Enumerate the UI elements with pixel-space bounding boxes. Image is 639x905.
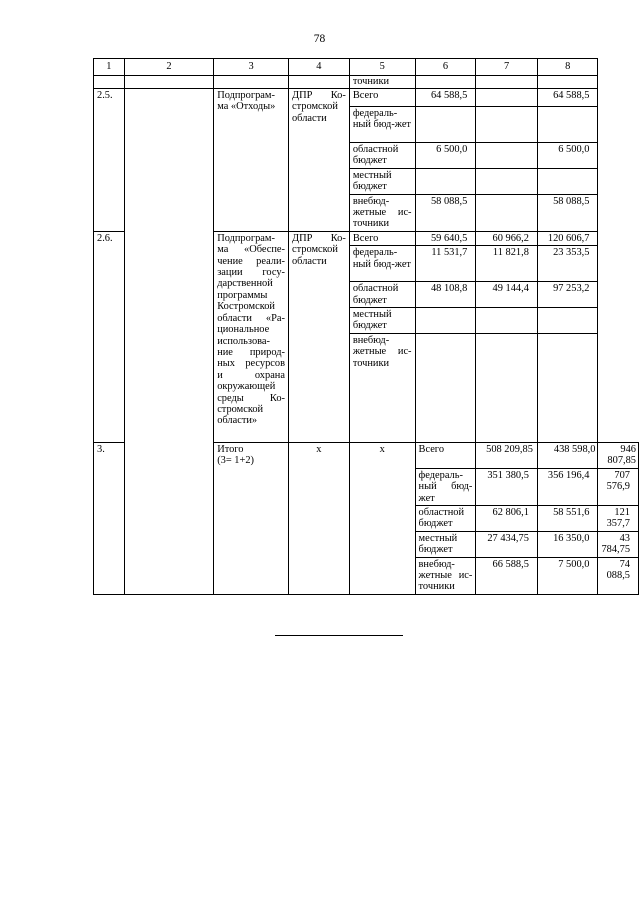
header-cell: 5 xyxy=(349,59,415,76)
x-mark: х xyxy=(349,442,415,594)
value-cell xyxy=(476,89,538,107)
value-cell: 97 253,2 xyxy=(537,282,598,308)
header-cell: 3 xyxy=(214,59,289,76)
value-cell: 23 353,5 xyxy=(537,246,598,282)
value-cell: 66 588,5 xyxy=(476,557,538,594)
source-cell: Всего xyxy=(349,231,415,245)
value-cell: 60 966,2 xyxy=(476,231,538,245)
value-cell: 121 357,7 xyxy=(598,505,639,531)
value-cell: 707 576,9 xyxy=(598,468,639,505)
source-cell: Всего xyxy=(415,442,476,468)
value-cell: 946 807,85 xyxy=(598,442,639,468)
executor: ДПР Ко-стромской области xyxy=(288,89,349,232)
header-cell: 1 xyxy=(94,59,125,76)
footer-rule xyxy=(275,635,403,636)
subprogram-name: Подпрограм-ма «Отходы» xyxy=(214,89,289,232)
header-cell: 2 xyxy=(124,59,213,76)
value-cell: 120 606,7 xyxy=(537,231,598,245)
value-cell: 43 784,75 xyxy=(598,531,639,557)
source-cell: местный бюджет xyxy=(415,531,476,557)
value-cell: 351 380,5 xyxy=(476,468,538,505)
source-cell: местный бюджет xyxy=(349,168,415,194)
value-cell xyxy=(415,333,476,442)
table-header-row xyxy=(94,59,639,76)
value-cell: 11 821,8 xyxy=(476,246,538,282)
value-cell: 64 588,5 xyxy=(537,89,598,107)
value-cell: 74 088,5 xyxy=(598,557,639,594)
source-cell: внебюд-жетные ис-точники xyxy=(415,557,476,594)
source-cell: местный бюджет xyxy=(349,308,415,334)
value-cell: 49 144,4 xyxy=(476,282,538,308)
value-cell xyxy=(415,168,476,194)
value-cell: 58 551,6 xyxy=(537,505,598,531)
value-cell xyxy=(476,107,538,143)
source-cell: внебюд-жетные ис-точники xyxy=(349,333,415,442)
source-cell: областной бюджет xyxy=(349,282,415,308)
value-cell: 64 588,5 xyxy=(415,89,476,107)
table-row xyxy=(94,89,639,107)
value-cell xyxy=(476,308,538,334)
value-cell xyxy=(537,107,598,143)
page-number: 78 xyxy=(313,33,326,45)
value-cell xyxy=(537,308,598,334)
carry-over-row xyxy=(94,76,639,89)
subprogram-name: Подпрограм-ма «Обеспе-чение реали-зации госу-дарственной программы Костромской области «Ра-циональное использова-ние природ-ных ресурсов и охрана окружающей среды Ко-стромской области» xyxy=(214,231,289,442)
header-cell: 4 xyxy=(288,59,349,76)
source-cell: точники xyxy=(349,76,415,89)
value-cell xyxy=(476,194,538,231)
value-cell: 16 350,0 xyxy=(537,531,598,557)
source-cell: федераль-ный бюд-жет xyxy=(349,246,415,282)
value-cell: 6 500,0 xyxy=(537,143,598,169)
x-mark: х xyxy=(288,442,349,594)
value-cell: 62 806,1 xyxy=(476,505,538,531)
row-number: 2.5. xyxy=(94,89,125,232)
total-label: Итого (3= 1+2) xyxy=(214,442,289,594)
value-cell: 48 108,8 xyxy=(415,282,476,308)
row-number: 2.6. xyxy=(94,231,125,442)
value-cell: 508 209,85 xyxy=(476,442,538,468)
header-cell: 8 xyxy=(537,59,598,76)
value-cell xyxy=(415,107,476,143)
value-cell xyxy=(415,308,476,334)
value-cell: 59 640,5 xyxy=(415,231,476,245)
source-cell: федераль-ный бюд-жет xyxy=(349,107,415,143)
header-cell: 7 xyxy=(476,59,538,76)
source-cell: внебюд-жетные ис-точники xyxy=(349,194,415,231)
value-cell xyxy=(476,168,538,194)
source-cell: областной бюджет xyxy=(415,505,476,531)
value-cell xyxy=(537,168,598,194)
row-number: 3. xyxy=(94,442,125,594)
executor: ДПР Ко-стромской области xyxy=(288,231,349,442)
value-cell: 7 500,0 xyxy=(537,557,598,594)
source-cell: областной бюджет xyxy=(349,143,415,169)
value-cell: 58 088,5 xyxy=(537,194,598,231)
header-cell: 6 xyxy=(415,59,476,76)
value-cell: 58 088,5 xyxy=(415,194,476,231)
value-cell xyxy=(476,143,538,169)
source-cell: федераль-ный бюд-жет xyxy=(415,468,476,505)
value-cell: 27 434,75 xyxy=(476,531,538,557)
value-cell xyxy=(537,333,598,442)
value-cell: 356 196,4 xyxy=(537,468,598,505)
value-cell: 6 500,0 xyxy=(415,143,476,169)
value-cell xyxy=(476,333,538,442)
source-cell: Всего xyxy=(349,89,415,107)
budget-table xyxy=(93,58,639,595)
value-cell: 438 598,0 xyxy=(537,442,598,468)
value-cell: 11 531,7 xyxy=(415,246,476,282)
